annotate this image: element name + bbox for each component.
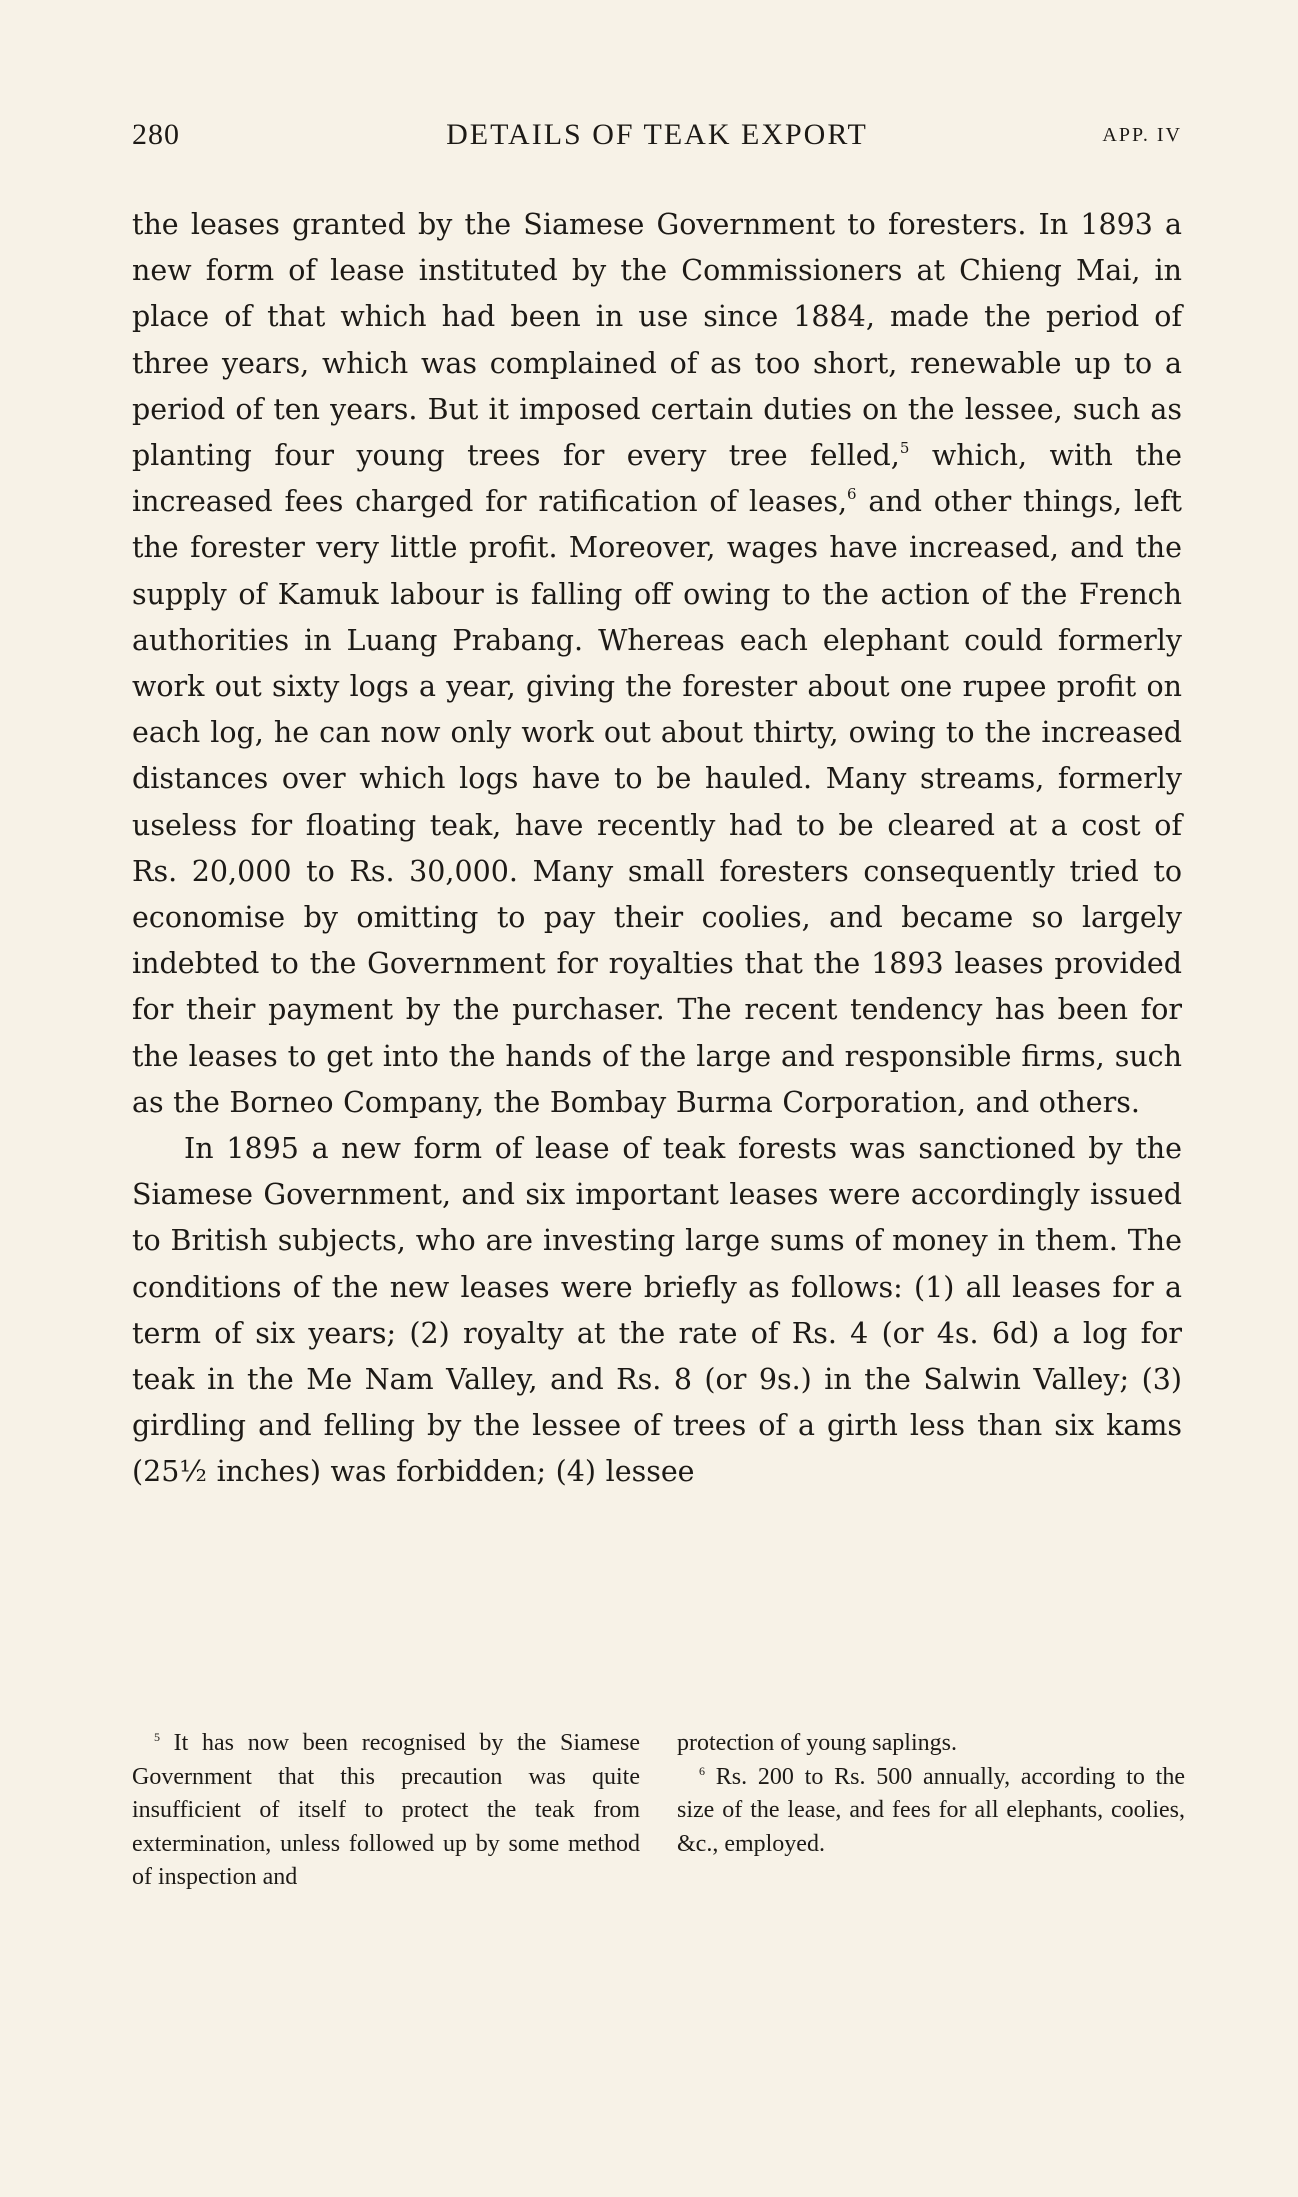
footnote-6-text: Rs. 200 to Rs. 500 annually, according to the size of the lease, and fees for all elephants, coolies, &c., employed.: [677, 1763, 1185, 1857]
paragraph-2: In 1895 a new form of lease of teak forests was sanctioned by the Siamese Government, and six important leases were accordingly issued to British subjects, who are investing large sums of money in them. The conditions of the new leases were briefly as follows: (1) all leases for a term of six years; (2) royalty at the rate of Rs. 4 (or 4s. 6d) a log for teak in the Me Nam Valley, and Rs. 8 (or 9s.) in the Salwin Valley; (3) girdling and felling by the lessee of trees of a girth less than six kams (25½ inches) was forbidden; (4) lessee: [132, 1132, 1182, 1489]
footnote-column-right: [677, 1727, 1185, 1861]
footnote-ref-6: 6: [847, 485, 857, 504]
paragraph-1: [132, 202, 1182, 1126]
footnote-5-text: It has now been recognised by the Siamese Government that this precaution was quite insufficient of itself to protect the teak from extermination, unless followed up by some method of inspection and: [132, 1730, 640, 1890]
running-head: [132, 118, 1182, 158]
footnote-5-continued: protection of young saplings.: [677, 1730, 957, 1756]
section-label: APP. IV: [1102, 124, 1182, 146]
paragraph-1-part-c: and other things, left the forester very little profit. Moreover, wages have increased, and the supply of Kamuk labour is falling off owing to the action of the French authorities in Luang Prabang. Whereas each elephant could formerly work out sixty logs a year, giving the forester about one rupee profit on each log, he can now only work out about thirty, owing to the increased distances over which logs have to be hauled. Many streams, formerly useless for floating teak, have recently had to be cleared at a cost of Rs. 20,000 to Rs. 30,000. Many small foresters consequently tried to economise by omitting to pay their coolies, and became so largely indebted to the Government for royalties that the 1893 leases provided for their payment by the purchaser. The recent tendency has been for the leases to get into the hands of the large and responsible firms, such as the Borneo Company, the Bombay Burma Corporation, and others.: [132, 485, 1182, 1119]
paragraph-1-part-a: the leases granted by the Siamese Government to foresters. In 1893 a new form of lease instituted by the Commissioners at Chieng Mai, in place of that which had been in use since 1884, made the period of three years, which was complained of as too short, renewable up to a period of ten years. But it imposed certain duties on the lessee, such as planting four young trees for every tree felled,: [132, 208, 1182, 473]
footnote-ref-5: 5: [899, 439, 910, 458]
footnote-6-marker: 6: [699, 1763, 705, 1778]
footnote-5: [132, 1727, 640, 1895]
page-number: 280: [132, 118, 180, 151]
paragraph-1-part-b: which, with the increased fees charged for ratification of leases,: [132, 439, 1182, 519]
footnote-column-left: [132, 1727, 640, 1895]
footnote-6: [677, 1761, 1185, 1862]
running-title: DETAILS OF TEAK EXPORT: [446, 118, 868, 151]
footnote-5-marker: 5: [154, 1730, 160, 1744]
body-text: [132, 202, 1182, 1496]
